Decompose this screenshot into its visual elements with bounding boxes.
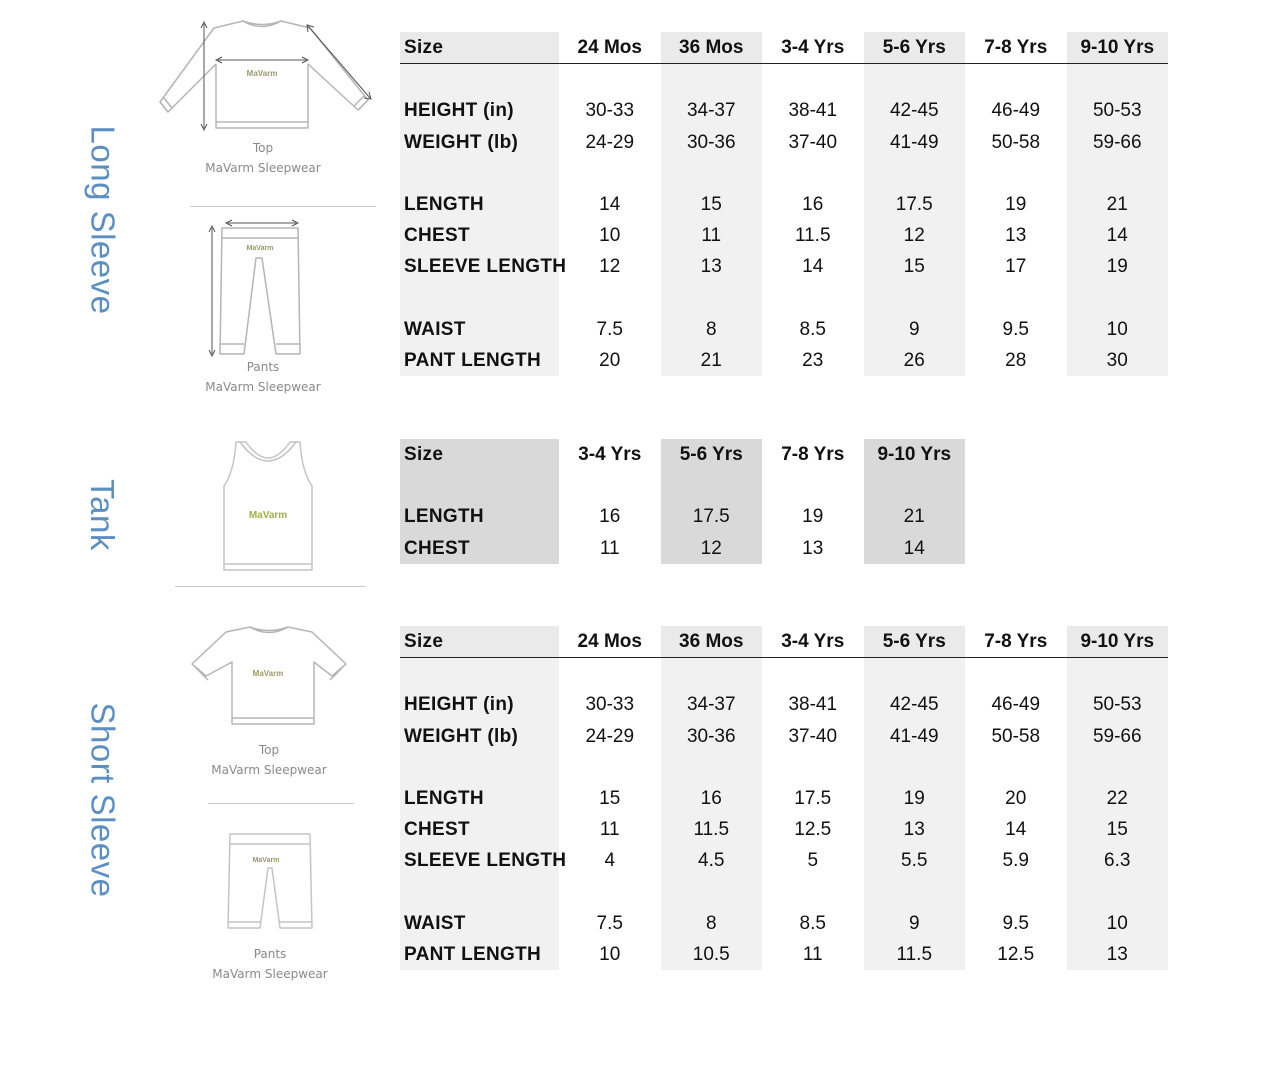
long-sleeve-top-icon <box>158 18 380 136</box>
table-cell <box>864 752 966 783</box>
table-cell: 30-36 <box>661 127 763 158</box>
measurement-label <box>400 283 559 314</box>
table-cell: 30-33 <box>585 694 635 716</box>
table-cell: 5.9 <box>1002 850 1029 872</box>
table-cell: 37-40 <box>788 725 838 747</box>
measurement-label: HEIGHT (in) <box>400 689 559 720</box>
tank-size-table <box>400 439 965 564</box>
measurement-label <box>400 470 559 501</box>
long-sleeve-pants-illustration <box>200 218 310 360</box>
table-header-row <box>400 32 1168 64</box>
table-cell: 16 <box>661 783 763 814</box>
size-column-header: 3-4 Yrs <box>578 444 642 465</box>
table-cell <box>965 877 1067 908</box>
measurement-label: CHEST <box>400 814 559 845</box>
table-cell: 34-37 <box>661 95 763 126</box>
table-cell: 9 <box>864 908 966 939</box>
table-cell: 12 <box>864 220 966 251</box>
table-cell <box>661 658 763 690</box>
svg-text:MaVarm: MaVarm <box>252 669 284 678</box>
table-cell: 20 <box>599 349 621 371</box>
table-cell: 17.5 <box>794 787 832 809</box>
size-column-header: 5-6 Yrs <box>661 439 763 470</box>
measurement-label: WAIST <box>400 908 559 939</box>
table-cell: 19 <box>864 783 966 814</box>
table-row <box>400 470 965 501</box>
table-cell <box>559 158 661 189</box>
table-cell: 24-29 <box>585 725 635 747</box>
measurement-label: CHEST <box>400 533 559 564</box>
size-column-header: 24 Mos <box>559 626 661 658</box>
table-cell: 50-53 <box>1067 689 1169 720</box>
divider <box>208 803 354 804</box>
table-cell <box>864 877 966 908</box>
measurement-label <box>400 158 559 189</box>
size-column-header: 3-4 Yrs <box>762 32 864 64</box>
table-cell: 5 <box>807 850 819 872</box>
table-cell <box>762 470 864 501</box>
table-cell: 5.5 <box>864 845 966 876</box>
table-cell: 15 <box>864 251 966 282</box>
measurement-label: PANT LENGTH <box>400 939 559 970</box>
table-cell <box>762 752 864 783</box>
section-title-tank: Tank <box>84 479 121 551</box>
table-row <box>400 251 1168 282</box>
table-cell: 14 <box>1005 819 1027 841</box>
short-sleeve-pants-caption: Pants MaVarm Sleepwear <box>212 947 328 981</box>
measurement-label <box>400 752 559 783</box>
table-cell: 21 <box>661 345 763 376</box>
table-cell: 17.5 <box>661 501 763 532</box>
table-cell: 14 <box>864 533 966 564</box>
table-cell <box>965 658 1067 690</box>
table-cell: 15 <box>599 787 621 809</box>
table-row <box>400 501 965 532</box>
size-column-header: 5-6 Yrs <box>864 32 966 64</box>
table-cell <box>1067 158 1169 189</box>
table-cell: 19 <box>1067 251 1169 282</box>
table-cell: 8 <box>661 908 763 939</box>
table-cell: 8.5 <box>799 912 826 934</box>
table-cell <box>559 877 661 908</box>
table-cell: 10 <box>1067 908 1169 939</box>
table-row <box>400 314 1168 345</box>
table-cell: 42-45 <box>864 689 966 720</box>
table-cell: 37-40 <box>788 131 838 153</box>
size-column-header: 7-8 Yrs <box>965 32 1067 64</box>
table-cell: 16 <box>802 193 824 215</box>
table-header-row <box>400 626 1168 658</box>
table-row <box>400 845 1168 876</box>
table-cell: 7.5 <box>596 912 623 934</box>
table-cell: 20 <box>1005 787 1027 809</box>
measurement-label: PANT LENGTH <box>400 345 559 376</box>
table-cell: 50-58 <box>991 131 1041 153</box>
table-cell <box>762 158 864 189</box>
table-row <box>400 939 1168 970</box>
table-cell <box>864 158 966 189</box>
size-column-header: 3-4 Yrs <box>762 626 864 658</box>
measurement-label: HEIGHT (in) <box>400 95 559 126</box>
table-row <box>400 64 1168 96</box>
table-cell: 14 <box>599 193 621 215</box>
table-cell: 10 <box>599 943 621 965</box>
table-cell: 59-66 <box>1067 127 1169 158</box>
table-cell: 13 <box>864 814 966 845</box>
table-cell: 12.5 <box>997 943 1035 965</box>
table-cell: 15 <box>661 189 763 220</box>
table-cell <box>965 158 1067 189</box>
table-cell: 46-49 <box>991 100 1041 122</box>
measurement-label: WAIST <box>400 314 559 345</box>
measurement-label: LENGTH <box>400 189 559 220</box>
size-header-label: Size <box>400 626 559 658</box>
table-cell: 13 <box>661 251 763 282</box>
size-column-header: 9-10 Yrs <box>1067 32 1169 64</box>
svg-text:MaVarm: MaVarm <box>246 245 274 252</box>
table-cell: 11.5 <box>661 814 763 845</box>
table-cell: 14 <box>1067 220 1169 251</box>
svg-text:MaVarm: MaVarm <box>248 510 288 521</box>
measurement-label: CHEST <box>400 220 559 251</box>
table-cell <box>762 64 864 96</box>
table-cell: 8 <box>661 314 763 345</box>
long-sleeve-top-illustration <box>158 18 380 136</box>
table-cell: 10 <box>599 225 621 247</box>
section-title-long-sleeve: Long Sleeve <box>84 125 122 315</box>
table-cell: 30 <box>1067 345 1169 376</box>
table-cell: 21 <box>864 501 966 532</box>
table-row <box>400 345 1168 376</box>
tank-illustration <box>218 440 318 576</box>
table-cell: 24-29 <box>585 131 635 153</box>
table-cell: 12.5 <box>794 819 832 841</box>
table-cell: 19 <box>1005 193 1027 215</box>
table-row <box>400 658 1168 690</box>
short-sleeve-top-illustration <box>188 624 350 728</box>
measurement-label: WEIGHT (lb) <box>400 127 559 158</box>
table-cell: 22 <box>1067 783 1169 814</box>
table-cell <box>965 64 1067 96</box>
short-sleeve-top-icon <box>188 624 350 728</box>
table-cell: 38-41 <box>788 694 838 716</box>
table-cell <box>559 283 661 314</box>
table-cell <box>864 64 966 96</box>
short-sleeve-pants-illustration <box>222 830 318 932</box>
table-cell: 12 <box>599 256 621 278</box>
table-cell: 38-41 <box>788 100 838 122</box>
table-cell <box>1067 64 1169 96</box>
size-column-header: 7-8 Yrs <box>781 444 845 465</box>
table-row <box>400 908 1168 939</box>
table-cell: 4.5 <box>661 845 763 876</box>
measurement-label <box>400 877 559 908</box>
size-column-header: 9-10 Yrs <box>1067 626 1169 658</box>
table-cell: 41-49 <box>864 127 966 158</box>
table-cell <box>762 658 864 690</box>
table-cell: 59-66 <box>1067 721 1169 752</box>
short-sleeve-top-caption: Top MaVarm Sleepwear <box>211 743 327 777</box>
shorts-icon <box>222 830 318 932</box>
table-cell: 15 <box>1067 814 1169 845</box>
table-cell: 11.5 <box>794 225 831 247</box>
table-cell <box>965 752 1067 783</box>
long-sleeve-pants-caption: Pants MaVarm Sleepwear <box>205 360 321 394</box>
table-cell <box>559 470 661 501</box>
table-cell <box>762 877 864 908</box>
table-cell <box>661 64 763 96</box>
table-cell <box>1067 658 1169 690</box>
tank-top-icon <box>218 440 318 576</box>
table-row <box>400 283 1168 314</box>
svg-text:MaVarm: MaVarm <box>246 69 278 78</box>
table-cell <box>661 877 763 908</box>
table-cell: 16 <box>599 506 621 528</box>
table-cell <box>1067 752 1169 783</box>
svg-text:MaVarm: MaVarm <box>252 857 280 864</box>
table-cell <box>559 658 661 690</box>
table-cell: 9 <box>864 314 966 345</box>
table-cell: 13 <box>1067 939 1169 970</box>
table-cell: 50-53 <box>1067 95 1169 126</box>
table-cell: 17 <box>1005 256 1027 278</box>
table-cell <box>762 283 864 314</box>
table-cell <box>661 470 763 501</box>
table-row <box>400 689 1168 720</box>
table-cell: 11 <box>802 943 823 965</box>
measurement-label: SLEEVE LENGTH <box>400 251 559 282</box>
size-header-label: Size <box>400 32 559 64</box>
long-sleeve-top-caption: Top MaVarm Sleepwear <box>205 141 321 175</box>
table-cell: 10 <box>1067 314 1169 345</box>
table-row <box>400 783 1168 814</box>
table-cell: 9.5 <box>1002 912 1029 934</box>
size-column-header: 36 Mos <box>661 626 763 658</box>
table-cell: 11 <box>599 819 620 841</box>
table-cell <box>864 658 966 690</box>
table-row <box>400 752 1168 783</box>
size-column-header: 24 Mos <box>559 32 661 64</box>
measurement-label: WEIGHT (lb) <box>400 721 559 752</box>
table-cell: 41-49 <box>864 721 966 752</box>
table-cell: 10.5 <box>661 939 763 970</box>
table-cell: 17.5 <box>864 189 966 220</box>
divider <box>175 586 365 587</box>
table-cell: 13 <box>1005 225 1027 247</box>
measurement-label: LENGTH <box>400 783 559 814</box>
measurement-label <box>400 64 559 96</box>
table-cell: 30-36 <box>661 721 763 752</box>
table-cell: 21 <box>1067 189 1169 220</box>
size-column-header: 5-6 Yrs <box>864 626 966 658</box>
table-cell: 11.5 <box>864 939 966 970</box>
table-cell <box>559 64 661 96</box>
size-header-label: Size <box>400 439 559 470</box>
table-cell <box>1067 283 1169 314</box>
table-cell <box>864 283 966 314</box>
table-cell: 12 <box>661 533 763 564</box>
table-cell: 6.3 <box>1067 845 1169 876</box>
table-cell: 11 <box>599 537 620 559</box>
table-cell: 11 <box>661 220 763 251</box>
measurement-label: LENGTH <box>400 501 559 532</box>
table-cell <box>559 752 661 783</box>
table-cell <box>864 470 966 501</box>
table-row <box>400 220 1168 251</box>
table-cell: 30-33 <box>585 100 635 122</box>
table-cell: 4 <box>604 850 616 872</box>
table-cell <box>1067 877 1169 908</box>
table-row <box>400 127 1168 158</box>
table-row <box>400 814 1168 845</box>
table-cell: 9.5 <box>1002 318 1029 340</box>
table-cell: 28 <box>1005 349 1027 371</box>
measurement-label <box>400 658 559 690</box>
table-cell: 42-45 <box>864 95 966 126</box>
table-row <box>400 158 1168 189</box>
table-cell <box>661 283 763 314</box>
long-pants-icon <box>200 218 310 360</box>
table-cell: 26 <box>864 345 966 376</box>
long-sleeve-size-table <box>400 32 1168 376</box>
measurement-label: SLEEVE LENGTH <box>400 845 559 876</box>
table-cell: 46-49 <box>991 694 1041 716</box>
table-row <box>400 721 1168 752</box>
table-row <box>400 95 1168 126</box>
size-column-header: 9-10 Yrs <box>864 439 966 470</box>
table-row <box>400 189 1168 220</box>
short-sleeve-size-table <box>400 626 1168 970</box>
table-cell: 19 <box>802 506 824 528</box>
table-cell: 34-37 <box>661 689 763 720</box>
section-title-short-sleeve: Short Sleeve <box>84 702 122 898</box>
table-cell <box>965 283 1067 314</box>
table-row <box>400 877 1168 908</box>
table-cell: 23 <box>802 349 824 371</box>
table-cell <box>661 752 763 783</box>
table-cell: 14 <box>802 256 824 278</box>
divider <box>190 206 376 207</box>
table-row <box>400 533 965 564</box>
table-cell <box>661 158 763 189</box>
table-cell: 50-58 <box>991 725 1041 747</box>
size-column-header: 7-8 Yrs <box>965 626 1067 658</box>
table-cell: 8.5 <box>799 318 826 340</box>
table-header-row <box>400 439 965 470</box>
table-cell: 13 <box>802 537 824 559</box>
table-cell: 7.5 <box>596 318 623 340</box>
size-column-header: 36 Mos <box>661 32 763 64</box>
